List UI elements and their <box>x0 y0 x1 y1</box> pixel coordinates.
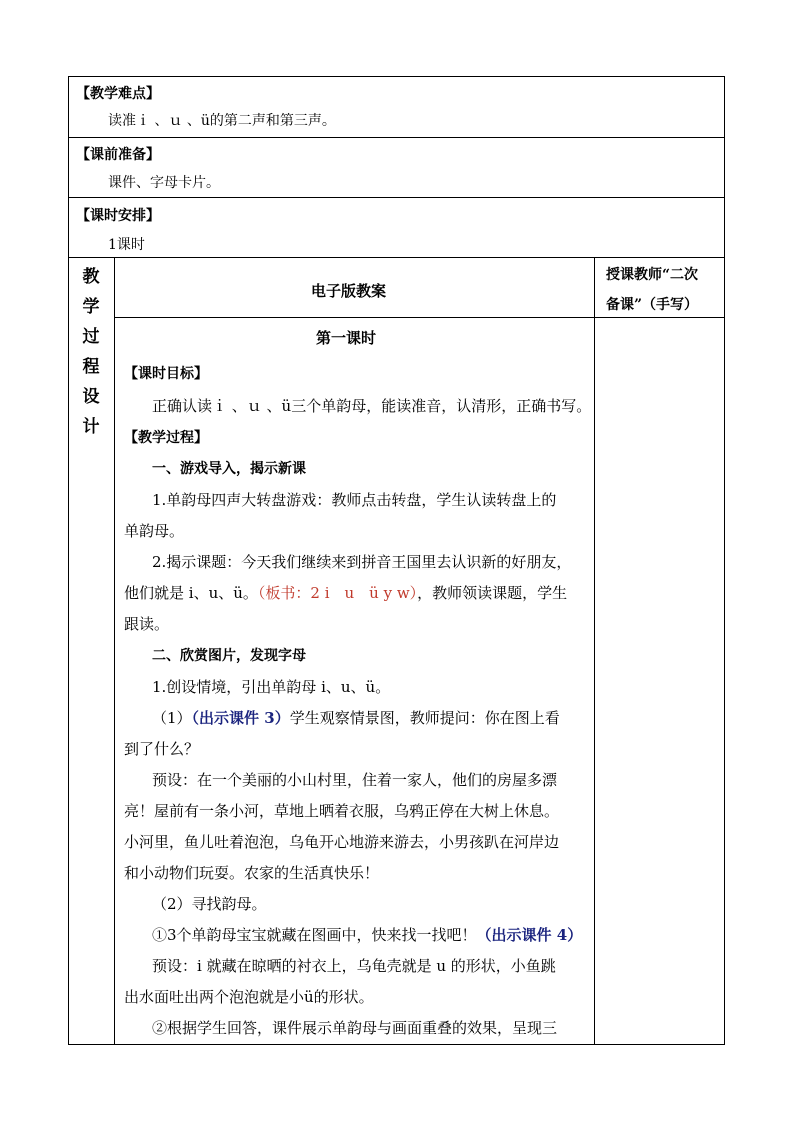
lesson-plan-table <box>68 76 725 1045</box>
p1-line2: 单韵母。 <box>124 522 185 540</box>
prep-text: 课件、字母卡片。 <box>108 175 220 191</box>
p2-line2-b: ，教师领读课题，学生 <box>417 584 568 602</box>
p3-line1: 1.创设情境，引出单韵母 i、u、ü。 <box>152 678 391 696</box>
p5-line3: 小河里，鱼儿吐着泡泡，乌龟开心地游来游去，小男孩趴在河岸边 <box>124 833 560 851</box>
p4-line1-a: （1） <box>152 709 192 727</box>
lesson-title: 第一课时 <box>316 329 377 347</box>
goal-text: 正确认读ｉ 、ｕ 、ü三个单韵母，能读准音，认清形，正确书写。 <box>152 397 592 415</box>
row-divider <box>68 137 725 138</box>
p2-line2 <box>124 584 567 602</box>
vertical-char: 程 <box>82 357 100 377</box>
p7-courseware-note: （出示课件 4） <box>476 926 583 944</box>
difficulty-heading: 【教学难点】 <box>76 86 160 102</box>
p7-line1 <box>152 926 582 944</box>
p6-line1: （2）寻找韵母。 <box>152 895 267 913</box>
p5-line2: 亮！屋前有一条小河，草地上晒着衣服，乌鸦正停在大树上休息。 <box>124 802 560 820</box>
goal-heading: 【课时目标】 <box>124 366 208 382</box>
right-header-line1: 授课教师“二次 <box>606 267 699 283</box>
part2-heading: 二、欣赏图片，发现字母 <box>152 648 306 664</box>
p7-line1-a: ①3个单韵母宝宝就藏在图画中，快来找一找吧！ <box>152 926 477 944</box>
p4-line1-b: 学生观察情景图，教师提问：你在图上看 <box>289 709 560 727</box>
row-divider <box>114 317 725 318</box>
p4-courseware-note: （出示课件 3） <box>191 709 290 727</box>
vertical-char: 教 <box>82 267 100 287</box>
p2-line1: 2.揭示课题：今天我们继续来到拼音王国里去认识新的好朋友， <box>152 553 572 571</box>
p9-line1: ②根据学生回答，课件展示单韵母与画面重叠的效果，呈现三 <box>152 1019 558 1037</box>
column-divider <box>594 257 595 1045</box>
process-heading: 【教学过程】 <box>124 430 208 446</box>
schedule-text: 1课时 <box>108 237 145 253</box>
column-divider <box>114 257 115 1045</box>
p5-line1: 预设：在一个美丽的小山村里，住着一家人，他们的房屋多漂 <box>152 771 558 789</box>
row-divider <box>68 257 725 258</box>
p8-line1: 预设：i 就藏在晾晒的衬衣上，乌龟壳就是 u 的形状，小鱼跳 <box>152 957 556 975</box>
p2-board-note: （板书：2 i u ü y w） <box>257 584 418 602</box>
p2-line2-a: 他们就是 i、u、ü。 <box>124 584 258 602</box>
p5-line4: 和小动物们玩耍。农家的生活真快乐！ <box>124 864 380 882</box>
schedule-heading: 【课时安排】 <box>76 208 160 224</box>
difficulty-text: 读准ｉ 、ｕ 、ü的第二声和第三声。 <box>108 113 336 129</box>
p8-line2: 出水面吐出两个泡泡就是小ü的形状。 <box>124 988 374 1006</box>
row-divider <box>68 197 725 198</box>
center-header: 电子版教案 <box>311 282 387 300</box>
vertical-char: 计 <box>82 417 100 437</box>
right-header-line2: 备课”（手写） <box>606 297 699 313</box>
p2-line3: 跟读。 <box>124 615 170 633</box>
p4-line2: 到了什么？ <box>124 740 200 758</box>
p1-line1: 1.单韵母四声大转盘游戏：教师点击转盘，学生认读转盘上的 <box>152 491 557 509</box>
vertical-char: 过 <box>82 327 100 347</box>
vertical-char: 学 <box>82 297 100 317</box>
prep-heading: 【课前准备】 <box>76 147 160 163</box>
part1-heading: 一、游戏导入，揭示新课 <box>152 461 306 477</box>
vertical-char: 设 <box>82 387 100 407</box>
process-design-label <box>68 262 114 442</box>
p4-line1 <box>152 709 560 727</box>
